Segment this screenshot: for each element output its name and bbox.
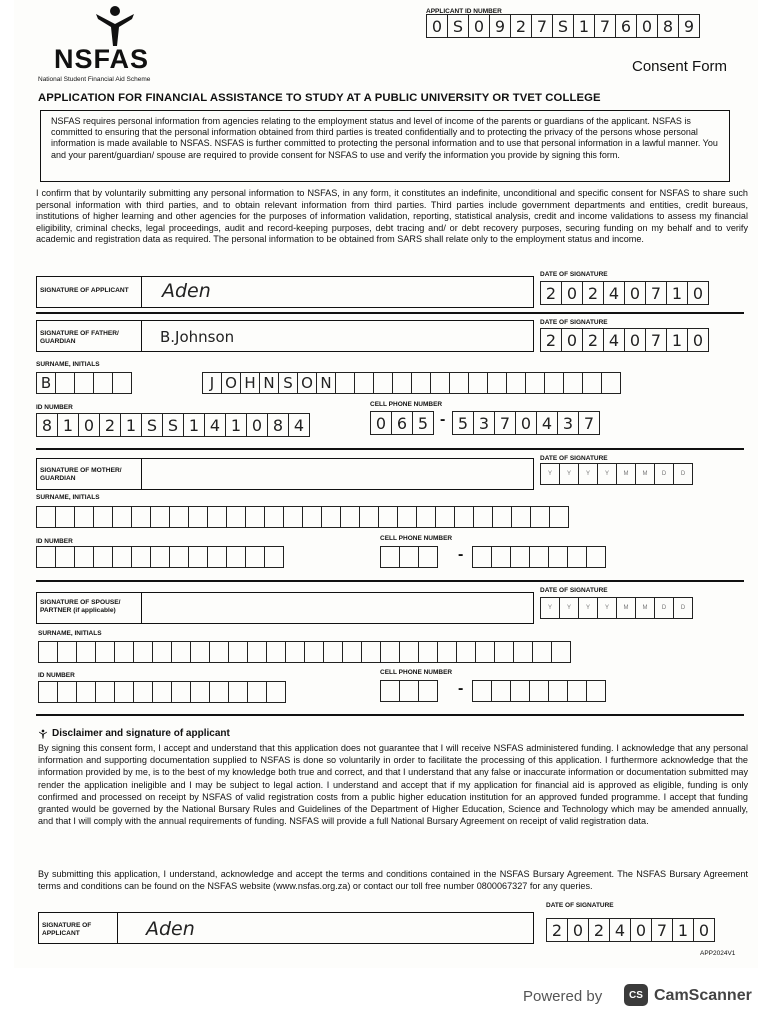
char-box[interactable]: 8 [36, 413, 58, 437]
char-box[interactable] [190, 641, 210, 663]
char-box[interactable]: M [635, 463, 655, 485]
mother-signature-label: SIGNATURE OF MOTHER/ GUARDIAN [40, 467, 136, 483]
char-box[interactable] [525, 372, 545, 394]
char-box[interactable]: 0 [687, 281, 709, 305]
char-box[interactable] [93, 506, 113, 528]
char-box[interactable]: 0 [567, 918, 589, 942]
char-box[interactable]: 4 [204, 413, 226, 437]
char-box[interactable] [150, 506, 170, 528]
father-date-boxes[interactable] [540, 328, 708, 352]
char-box[interactable] [529, 546, 549, 568]
cell-dash: - [440, 411, 446, 428]
char-box[interactable] [321, 506, 341, 528]
char-box[interactable]: Y [578, 463, 598, 485]
char-box[interactable]: 2 [582, 328, 604, 352]
nsfas-logo: NSFAS [54, 44, 150, 74]
powered-by-label: Powered by [523, 988, 603, 1005]
char-box[interactable] [513, 641, 533, 663]
spouse-id-boxes[interactable] [38, 681, 285, 703]
cell-dash: - [458, 546, 464, 563]
surname-initials-label: SURNAME, INITIALS [36, 494, 100, 501]
char-box[interactable] [437, 641, 457, 663]
char-box[interactable] [228, 641, 248, 663]
char-box[interactable] [245, 546, 265, 568]
char-box[interactable]: S [447, 14, 469, 38]
char-box[interactable] [226, 506, 246, 528]
char-box[interactable] [264, 506, 284, 528]
char-box[interactable]: O [297, 372, 317, 394]
char-box[interactable]: 2 [588, 918, 610, 942]
char-box[interactable]: 1 [573, 14, 595, 38]
char-box[interactable] [567, 680, 587, 702]
char-box[interactable] [228, 681, 248, 703]
form-title: Consent Form [632, 58, 728, 75]
scanner-footer [0, 968, 768, 1024]
char-box[interactable] [264, 546, 284, 568]
char-box[interactable] [563, 372, 583, 394]
spouse-surname-boxes[interactable] [38, 641, 570, 663]
char-box[interactable] [57, 681, 77, 703]
char-box[interactable] [38, 681, 58, 703]
char-box[interactable] [36, 506, 56, 528]
applicant-id-label: APPLICANT ID NUMBER [426, 8, 502, 15]
char-box[interactable]: 1 [225, 413, 247, 437]
char-box[interactable]: 2 [99, 413, 121, 437]
char-box[interactable] [532, 641, 552, 663]
char-box[interactable] [209, 681, 229, 703]
surname-initials-label: SURNAME, INITIALS [36, 361, 100, 368]
char-box[interactable]: 9 [678, 14, 700, 38]
char-box[interactable] [491, 546, 511, 568]
nsfas-figure-icon [92, 2, 138, 48]
char-box[interactable]: N [316, 372, 336, 394]
spouse-date-boxes[interactable] [540, 597, 692, 619]
char-box[interactable]: H [240, 372, 260, 394]
char-box[interactable] [247, 641, 267, 663]
spouse-label-line2: PARTNER (if applicable) [40, 607, 116, 614]
char-box[interactable]: 7 [651, 918, 673, 942]
char-box[interactable]: N [259, 372, 279, 394]
char-box[interactable]: Y [559, 597, 579, 619]
char-box[interactable] [247, 681, 267, 703]
char-box[interactable]: Y [578, 597, 598, 619]
char-box[interactable] [430, 372, 450, 394]
char-box[interactable] [397, 506, 417, 528]
char-box[interactable]: S [162, 413, 184, 437]
char-box[interactable]: 4 [536, 411, 558, 435]
char-box[interactable] [472, 680, 492, 702]
date-of-signature-label: DATE OF SIGNATURE [546, 902, 614, 909]
char-box[interactable] [55, 546, 75, 568]
section-divider [36, 714, 744, 716]
char-box[interactable]: Y [597, 597, 617, 619]
id-number-label: ID NUMBER [36, 404, 73, 411]
char-box[interactable]: 0 [561, 328, 583, 352]
char-box[interactable]: 8 [657, 14, 679, 38]
char-box[interactable] [57, 641, 77, 663]
camscanner-brand: CamScanner [654, 987, 752, 1004]
char-box[interactable] [188, 546, 208, 568]
char-box[interactable] [454, 506, 474, 528]
section-divider [36, 580, 744, 582]
char-box[interactable] [285, 641, 305, 663]
char-box[interactable] [411, 372, 431, 394]
char-box[interactable] [302, 506, 322, 528]
char-box[interactable]: 0 [630, 918, 652, 942]
char-box[interactable] [548, 546, 568, 568]
char-box[interactable] [112, 372, 132, 394]
spouse-label-line1: SIGNATURE OF SPOUSE/ [40, 599, 121, 606]
char-box[interactable] [511, 506, 531, 528]
father-cell-prefix-boxes[interactable] [370, 411, 433, 435]
char-box[interactable] [449, 372, 469, 394]
char-box[interactable] [361, 641, 381, 663]
char-box[interactable]: M [635, 597, 655, 619]
char-box[interactable]: Y [540, 463, 560, 485]
char-box[interactable] [475, 641, 495, 663]
id-number-label: ID NUMBER [38, 672, 75, 679]
char-box[interactable] [55, 506, 75, 528]
char-box[interactable] [74, 372, 94, 394]
char-box[interactable]: 7 [645, 281, 667, 305]
char-box[interactable]: 2 [540, 281, 562, 305]
char-box[interactable] [392, 372, 412, 394]
consent-paragraph: I confirm that by voluntarily submitting any personal information to NSFAS, in any form, it constitutes an indefinite, unconditional and specific consent for NSFAS to share such personal information with third parties, and to obtain relevant information from third parties. Third parties include government departments and entities, credit bureaus, institutions of higher learning and other agencies for the purposes of information validation, reporting, statistical analysis, credit and income validations to assess my financial eligibility, criminal checks, legal proceedings, audit and record-keeping purposes, debt tracing and/ or debt recovery purposes, securing funding on my behalf and to verify academic and registration data as required. The personal information to be obtained from SARS shall relate only to the employment status and income. [36, 188, 748, 245]
char-box[interactable] [266, 681, 286, 703]
char-box[interactable] [510, 680, 530, 702]
char-box[interactable] [506, 372, 526, 394]
char-box[interactable]: 1 [57, 413, 79, 437]
char-box[interactable]: 7 [578, 411, 600, 435]
char-box[interactable] [283, 506, 303, 528]
char-box[interactable]: 8 [267, 413, 289, 437]
char-box[interactable]: 0 [636, 14, 658, 38]
char-box[interactable] [209, 641, 229, 663]
char-box[interactable]: O [221, 372, 241, 394]
section-divider [36, 312, 744, 314]
char-box[interactable] [380, 546, 400, 568]
char-box[interactable]: 2 [582, 281, 604, 305]
char-box[interactable]: Y [597, 463, 617, 485]
char-box[interactable] [150, 546, 170, 568]
char-box[interactable] [169, 546, 189, 568]
char-box[interactable]: S [141, 413, 163, 437]
mother-id-boxes[interactable] [36, 546, 283, 568]
logo-subtitle: National Student Financial Aid Scheme [38, 76, 151, 83]
char-box[interactable]: 0 [624, 328, 646, 352]
char-box[interactable]: D [654, 597, 674, 619]
char-box[interactable] [544, 372, 564, 394]
surname-initials-label: SURNAME, INITIALS [38, 630, 102, 637]
applicant-date-boxes[interactable] [540, 281, 708, 305]
char-box[interactable]: 4 [603, 281, 625, 305]
spouse-cell-number-boxes[interactable] [472, 680, 605, 702]
char-box[interactable]: 0 [426, 14, 448, 38]
char-box[interactable] [133, 681, 153, 703]
char-box[interactable]: 7 [645, 328, 667, 352]
char-box[interactable]: 7 [494, 411, 516, 435]
char-box[interactable]: 4 [609, 918, 631, 942]
char-box[interactable] [74, 546, 94, 568]
father-cell-number-boxes[interactable] [452, 411, 599, 435]
char-box[interactable]: 9 [489, 14, 511, 38]
father-signature-label: SIGNATURE OF FATHER/ GUARDIAN [40, 330, 136, 346]
spouse-cell-prefix-boxes[interactable] [380, 680, 437, 702]
char-box[interactable] [380, 641, 400, 663]
char-box[interactable]: B [36, 372, 56, 394]
main-heading: APPLICATION FOR FINANCIAL ASSISTANCE TO STUDY AT A PUBLIC UNIVERSITY OR TVET COLLEGE [38, 92, 601, 104]
char-box[interactable] [567, 546, 587, 568]
char-box[interactable] [456, 641, 476, 663]
applicant-signature-label: SIGNATURE OF APPLICANT [40, 287, 136, 295]
char-box[interactable]: Y [559, 463, 579, 485]
camscanner-icon: CS [624, 984, 648, 1006]
char-box[interactable]: Y [540, 597, 560, 619]
char-box[interactable] [340, 506, 360, 528]
char-box[interactable] [399, 680, 419, 702]
char-box[interactable]: 2 [540, 328, 562, 352]
char-box[interactable]: 1 [183, 413, 205, 437]
char-box[interactable]: D [654, 463, 674, 485]
char-box[interactable]: 1 [120, 413, 142, 437]
char-box[interactable] [354, 372, 374, 394]
cell-phone-label: CELL PHONE NUMBER [380, 669, 453, 676]
char-box[interactable] [435, 506, 455, 528]
char-box[interactable] [74, 506, 94, 528]
char-box[interactable] [418, 546, 438, 568]
char-box[interactable] [378, 506, 398, 528]
mother-surname-boxes[interactable] [36, 506, 568, 528]
section-divider [36, 448, 744, 450]
char-box[interactable]: 3 [557, 411, 579, 435]
char-box[interactable]: 0 [561, 281, 583, 305]
char-box[interactable] [399, 546, 419, 568]
char-box[interactable] [551, 641, 571, 663]
char-box[interactable]: 7 [594, 14, 616, 38]
char-box[interactable]: D [673, 463, 693, 485]
form-version: APP2024V1 [700, 950, 736, 957]
father-surname-boxes[interactable] [202, 372, 620, 394]
char-box[interactable] [95, 641, 115, 663]
char-box[interactable]: 1 [666, 328, 688, 352]
char-box[interactable] [38, 641, 58, 663]
char-box[interactable] [131, 506, 151, 528]
char-box[interactable] [494, 641, 514, 663]
nsfas-figure-icon [38, 728, 48, 740]
char-box[interactable] [36, 546, 56, 568]
char-box[interactable] [93, 546, 113, 568]
char-box[interactable] [582, 372, 602, 394]
char-box[interactable] [188, 506, 208, 528]
char-box[interactable] [207, 506, 227, 528]
char-box[interactable]: 2 [510, 14, 532, 38]
char-box[interactable] [152, 641, 172, 663]
char-box[interactable] [530, 506, 550, 528]
char-box[interactable]: S [552, 14, 574, 38]
char-box[interactable]: 0 [693, 918, 715, 942]
char-box[interactable] [548, 680, 568, 702]
char-box[interactable] [468, 372, 488, 394]
char-box[interactable] [207, 546, 227, 568]
char-box[interactable] [473, 506, 493, 528]
char-box[interactable] [152, 681, 172, 703]
char-box[interactable] [55, 372, 75, 394]
char-box[interactable] [335, 372, 355, 394]
final-signature: Aden [146, 918, 195, 940]
char-box[interactable] [373, 372, 393, 394]
char-box[interactable] [171, 641, 191, 663]
char-box[interactable]: 7 [531, 14, 553, 38]
char-box[interactable] [586, 680, 606, 702]
applicant-id-boxes [426, 14, 699, 38]
char-box[interactable] [418, 680, 438, 702]
char-box[interactable]: M [616, 597, 636, 619]
char-box[interactable] [304, 641, 324, 663]
char-box[interactable] [226, 546, 246, 568]
applicant-signature: Aden [162, 280, 211, 302]
char-box[interactable] [529, 680, 549, 702]
char-box[interactable]: 0 [624, 281, 646, 305]
disclaimer-title: Disclaimer and signature of applicant [52, 728, 230, 739]
char-box[interactable] [492, 506, 512, 528]
id-number-label: ID NUMBER [36, 538, 73, 545]
char-box[interactable]: 0 [515, 411, 537, 435]
char-box[interactable] [245, 506, 265, 528]
char-box[interactable]: M [616, 463, 636, 485]
char-box[interactable] [114, 681, 134, 703]
char-box[interactable] [190, 681, 210, 703]
date-of-signature-label: DATE OF SIGNATURE [540, 319, 608, 326]
bursary-agreement-paragraph: By submitting this application, I understand, acknowledge and accept the terms and conditions contained in the NSFAS Bursary Agreement. The NSFAS Bursary Agreement terms and conditions can be found on the NSFAS website (www.nsfas.org.za) or contact our toll free number 0800067327 for any queries. [38, 869, 748, 892]
char-box[interactable] [133, 641, 153, 663]
char-box[interactable] [93, 372, 113, 394]
father-initials-boxes[interactable] [36, 372, 131, 394]
char-box[interactable] [472, 546, 492, 568]
char-box[interactable] [342, 641, 362, 663]
father-id-boxes[interactable] [36, 413, 309, 437]
char-box[interactable]: 0 [468, 14, 490, 38]
char-box[interactable] [114, 641, 134, 663]
char-box[interactable] [416, 506, 436, 528]
char-box[interactable]: 6 [391, 411, 413, 435]
char-box[interactable] [266, 641, 286, 663]
char-box[interactable] [418, 641, 438, 663]
char-box[interactable] [169, 506, 189, 528]
char-box[interactable] [323, 641, 343, 663]
char-box[interactable]: J [202, 372, 222, 394]
cell-dash: - [458, 680, 464, 697]
mother-date-boxes[interactable] [540, 463, 692, 485]
char-box[interactable] [171, 681, 191, 703]
char-box[interactable]: 4 [288, 413, 310, 437]
char-box[interactable] [95, 681, 115, 703]
char-box[interactable] [510, 546, 530, 568]
cell-phone-label: CELL PHONE NUMBER [380, 535, 453, 542]
date-of-signature-label: DATE OF SIGNATURE [540, 271, 608, 278]
date-of-signature-label: DATE OF SIGNATURE [540, 587, 608, 594]
char-box[interactable] [131, 546, 151, 568]
char-box[interactable]: 5 [452, 411, 474, 435]
char-box[interactable]: 5 [412, 411, 434, 435]
char-box[interactable] [359, 506, 379, 528]
char-box[interactable]: 6 [615, 14, 637, 38]
char-box[interactable] [549, 506, 569, 528]
char-box[interactable]: 1 [666, 281, 688, 305]
char-box[interactable]: 4 [603, 328, 625, 352]
char-box[interactable] [112, 506, 132, 528]
char-box[interactable]: 1 [672, 918, 694, 942]
char-box[interactable]: S [278, 372, 298, 394]
char-box[interactable] [112, 546, 132, 568]
disclaimer-paragraph: By signing this consent form, I accept and understand that this application does not guarantee that I will receive NSFAS administered funding. I acknowledge that any personal information and supporting documentation supplied to NSFAS is done so voluntarily in order to facilitate the processing of this application. I furthermore acknowledge that the information provided by me, is to the best of my knowledge both true and correct, and that I understand that any false or inaccurate information or documentation submitted may render the application ineligible and I may be subject to legal action. I understand and accept that if my application for financial aid is approved as eligible, funding is only confirmed and processed on receipt by NSFAS of valid registration costs from a public higher education institution for an approved funded programme. I accept that funding granted would be governed by the National Bursary Rules and Guidelines of the Department of Higher Education, Science and Technology which may be amended annually, and that I will comply with the annual requirements of funding. NSFAS will provide a full National Bursary Agreement on receipt of valid registration data. [38, 743, 748, 827]
spouse-signature-label [40, 599, 140, 615]
intro-box: NSFAS requires personal information from agencies relating to the employment status and level of income of the parents or guardians of the applicant. NSFAS is committed to ensuring that the personal information obtained from third parties is treated confidentially and to protecting the privacy of the persons whose personal information is made available to NSFAS. NSFAS is further committed to protecting the personal information and to use that personal information in a lawful manner. You and your parent/guardian/ spouse are required to provide consent for NSFAS to use and verify the information you provide by signing this form. [40, 110, 730, 182]
char-box[interactable] [586, 546, 606, 568]
scanned-form [14, 0, 758, 968]
char-box[interactable] [491, 680, 511, 702]
date-of-signature-label: DATE OF SIGNATURE [540, 455, 608, 462]
mother-cell-prefix-boxes[interactable] [380, 546, 437, 568]
final-date-boxes[interactable] [546, 918, 714, 942]
char-box[interactable] [380, 680, 400, 702]
char-box[interactable]: 0 [687, 328, 709, 352]
char-box[interactable] [399, 641, 419, 663]
char-box[interactable]: 3 [473, 411, 495, 435]
father-signature: B.Johnson [160, 328, 235, 346]
cell-phone-label: CELL PHONE NUMBER [370, 401, 443, 408]
char-box[interactable]: 0 [78, 413, 100, 437]
char-box[interactable]: D [673, 597, 693, 619]
char-box[interactable] [601, 372, 621, 394]
char-box[interactable]: 0 [370, 411, 392, 435]
char-box[interactable] [76, 681, 96, 703]
char-box[interactable]: 0 [246, 413, 268, 437]
char-box[interactable] [487, 372, 507, 394]
char-box[interactable] [76, 641, 96, 663]
mother-cell-number-boxes[interactable] [472, 546, 605, 568]
final-signature-label: SIGNATURE OF APPLICANT [42, 922, 112, 938]
char-box[interactable]: 2 [546, 918, 568, 942]
